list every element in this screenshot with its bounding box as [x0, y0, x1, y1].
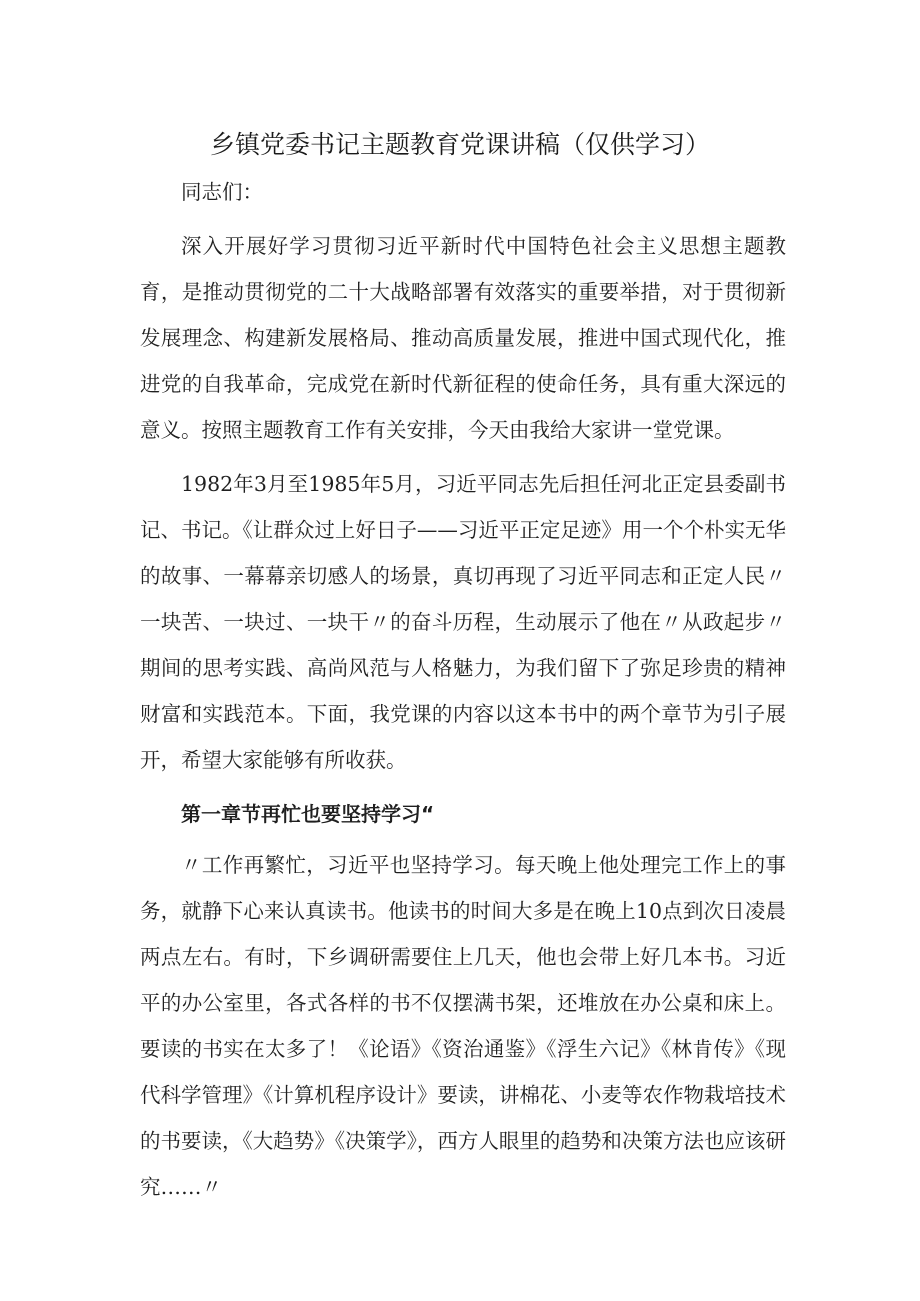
section-heading: 第一章节再忙也要坚持学习“ — [181, 802, 435, 826]
document-title: 乡镇党委书记主题教育党课讲稿（仅供学习） — [209, 130, 710, 159]
greeting-line: 同志们： — [181, 180, 263, 204]
body-paragraph-history: 1982年3月至1985年5月，习近平同志先后担任河北正定县委副书记、书记。《让群众过上好日子——习近平正定足迹》用一个个朴实无华的故事、一幕幕亲切感人的场景，真切再现了习近平同志和正定人民〃一块苦、一块过、一块干〃的奋斗历程，生动展示了他在〃从政起步〃期间的思考实践、高尚风范与人格魅力，为我们留下了弥足珍贵的精神财富和实践范本。下面，我党课的内容以这本书中的两个章节为引子展开，希望大家能够有所收获。 — [140, 472, 786, 772]
body-paragraph-intro: 深入开展好学习贯彻习近平新时代中国特色社会主义思想主题教育，是推动贯彻党的二十大战略部署有效落实的重要举措，对于贯彻新发展理念、构建新发展格局、推动高质量发展，推进中国式现代化，推进党的自我革命，完成党在新时代新征程的使命任务，具有重大深远的意义。按照主题教育工作有关安排，今天由我给大家讲一堂党课。 — [140, 234, 786, 442]
body-paragraph-section-one: 〃工作再繁忙，习近平也坚持学习。每天晚上他处理完工作上的事务，就静下心来认真读书。他读书的时间大多是在晚上10点到次日凌晨两点左右。有时，下乡调研需要住上几天，他也会带上好几本书。习近平的办公室里，各式各样的书不仅摆满书架，还堆放在办公桌和床上。要读的书实在太多了！《论语》《资治通鉴》《浮生六记》《林肯传》《现代科学管理》《计算机程序设计》要读，讲棉花、小麦等农作物栽培技术的书要读，《大趋势》《决策学》，西方人眼里的趋势和决策方法也应该研究……〃 — [140, 853, 786, 1199]
document-body — [140, 169, 786, 1218]
